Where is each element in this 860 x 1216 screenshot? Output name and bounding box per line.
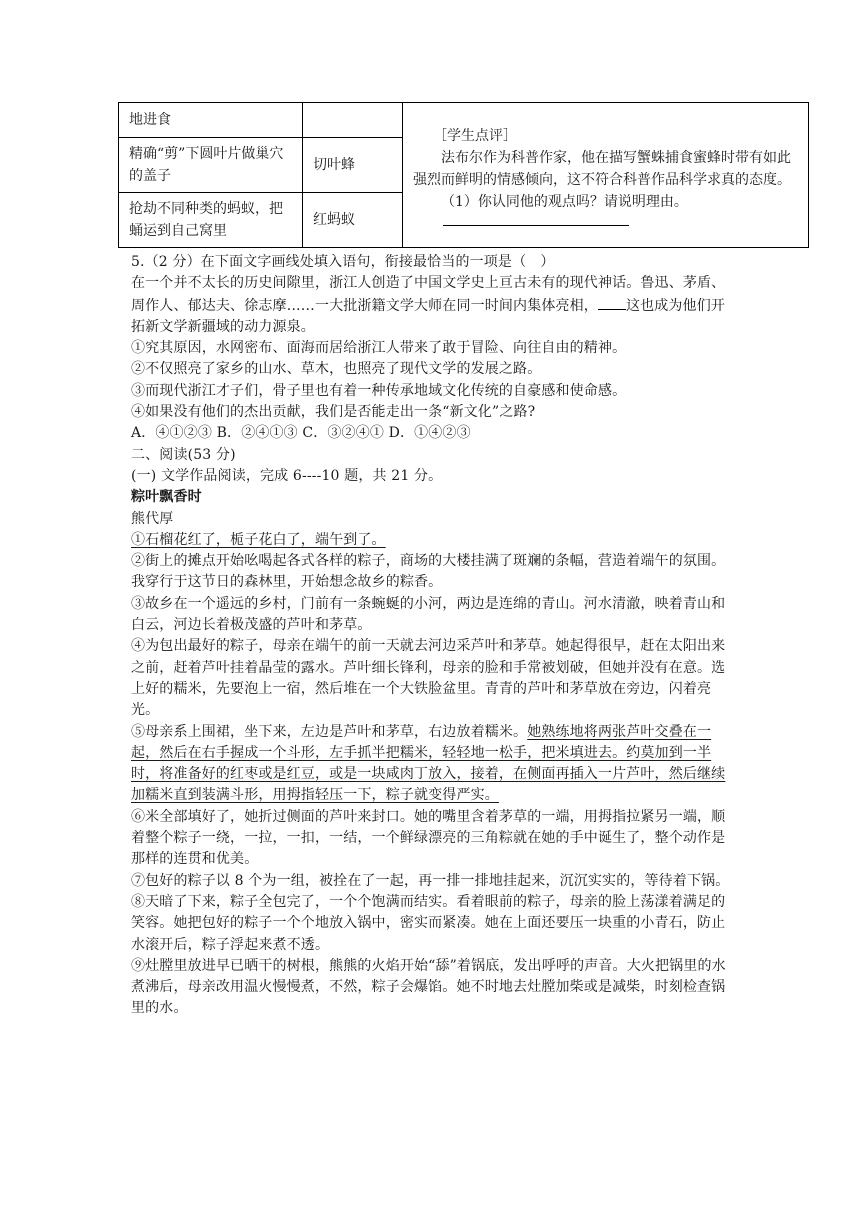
paragraph-3: ③故乡在一个遥远的乡村，门前有一条蜿蜒的小河，两边是连绵的青山。河水清澈，映着青山和白云，河边长着极茂盛的芦叶和茅草。 xyxy=(131,595,726,634)
section-subheading: (一) 文学作品阅读，完成 6----10 题，共 21 分。 xyxy=(131,467,443,484)
paragraph-5-plain: ⑤母亲系上围裙，坐下来，左边是芦叶和茅草，右边放着糯米。 xyxy=(131,723,528,740)
question-5-stem: 5.（2 分）在下面文字画线处填入语句，衔接最恰当的一项是（ ） xyxy=(131,254,555,270)
paragraph-9: ⑨灶膛里放进早已晒干的树根，熊熊的火焰开始“舔”着锅底，发出呼呼的声音。大火把锅里的水煮沸后，母亲改用温火慢慢煮，不然，粽子会爆馅。她不时地去灶膛加柴或是减柴，时刻检查锅里的水。 xyxy=(131,957,726,1017)
student-comment-cell xyxy=(403,103,809,248)
option-4: ④如果没有他们的杰出贡献，我们是否能走出一条“新文化”之路? xyxy=(131,404,536,421)
paragraph-4: ④为包出最好的粽子，母亲在端午的前一天就去河边采芦叶和茅草。她起得很早，赶在太阳出来之前，赶着芦叶挂着晶莹的露水。芦叶细长锋利，母亲的脸和手常被划破，但她并没有在意。选上好的糯米，先要泡上一宿，然后堆在一个大铁脸盆里。青青的芦叶和茅草放在旁边，闪着亮光。 xyxy=(131,638,726,719)
comment-text: 法布尔作为科普作家，他在描写蟹蛛捕食蜜蜂时带有如此强烈而鲜明的情感倾向，这不符合科普作品科学求真的态度。 xyxy=(413,149,791,188)
paragraph-6: ⑥米全部填好了，她折过侧面的芦叶来封口。她的嘴里含着茅草的一端，用拇指拉紧另一端，顺着整个粽子一绕，一拉，一扣，一结，一个鲜绿漂亮的三角粽就在她的手中诞生了，整个动作是那样的连贯和优美。 xyxy=(131,808,726,868)
paragraph-1: ①石榴花红了，栀子花白了，端午到了。 xyxy=(131,531,386,548)
answer-blank-line[interactable] xyxy=(443,215,629,226)
behavior-cell: 抢劫不同种类的蚂蚁，把蛹运到自己窝里 xyxy=(119,193,303,248)
section-heading: 二、阅读(53 分) xyxy=(131,446,236,463)
option-2: ②不仅照亮了家乡的山水、草木，也照亮了现代文学的发展之路。 xyxy=(131,361,542,378)
article-title: 粽叶飘香时 xyxy=(131,489,202,506)
paragraph-2: ②街上的摊点开始吆喝起各式各样的粽子，商场的大楼挂满了斑斓的条幅，营造着端午的氛围。我穿行于这节日的森林里，开始想念故乡的粽香。 xyxy=(131,553,726,591)
insect-cell: 切叶蜂 xyxy=(303,138,403,193)
insect-cell xyxy=(303,103,403,138)
question-5-passage xyxy=(131,273,731,338)
answer-choices: A．④①②③ B．②④①③ C．③②④① D．①④②③ xyxy=(131,425,471,442)
paragraph-8: ⑧天暗了下来，粽子全包完了，一个个饱满而结实。看着眼前的粽子，母亲的脸上荡漾着满足的笑容。她把包好的粽子一个个地放入锅中，密实而紧凑。她在上面还要压一块重的小青石，防止水滚开后，粽子浮起来煮不透。 xyxy=(131,893,726,953)
behavior-cell: 地进食 xyxy=(119,103,303,138)
comment-heading: ［学生点评］ xyxy=(433,127,517,144)
passage-part-a: 在一个并不太长的历史间隙里，浙江人创造了中国文学史上亘古未有的现代神话。鲁迅、茅盾、周作人、郁达夫、徐志摩……一大批浙籍文学大师在同一时间内集体亮相， xyxy=(131,275,726,314)
fill-in-blank xyxy=(598,295,626,310)
paragraph-5-underlined: 她熟练地将两张芦叶交叠在一起，然后在右手握成一个斗形，左手抓半把糯米，轻轻地一松手，把米填进去。约莫加到一半时，将准备好的红枣或是红豆，或是一块咸肉丁放入，接着，在侧面再插入一片芦叶，然后继续加糯米直到装满斗形，用拇指轻压一下，粽子就变得严实。 xyxy=(131,723,726,804)
exam-body xyxy=(131,252,731,1020)
table-row xyxy=(119,103,809,138)
behavior-cell: 精确“剪”下圆叶片做巢穴的盖子 xyxy=(119,138,303,193)
passage-part-b: 这也成为他们开拓新文学新疆域的动力源泉。 xyxy=(131,297,726,335)
comment-question: （1）你认同他的观点吗？请说明理由。 xyxy=(441,193,688,210)
insect-behavior-table xyxy=(118,102,808,248)
option-1: ①究其原因，水网密布、面海而居给浙江人带来了敢于冒险、向往自由的精神。 xyxy=(131,340,627,357)
paragraph-5 xyxy=(131,722,731,807)
insect-cell: 红蚂蚁 xyxy=(303,193,403,248)
option-3: ③而现代浙江才子们，骨子里也有着一种传承地域文化传统的自豪感和使命感。 xyxy=(131,382,627,399)
paragraph-7: ⑦包好的粽子以 8 个为一组，被拴在了一起，再一排一排地挂起来，沉沉实实的，等待着下锅。 xyxy=(131,872,730,889)
article-author: 熊代厚 xyxy=(131,510,174,527)
